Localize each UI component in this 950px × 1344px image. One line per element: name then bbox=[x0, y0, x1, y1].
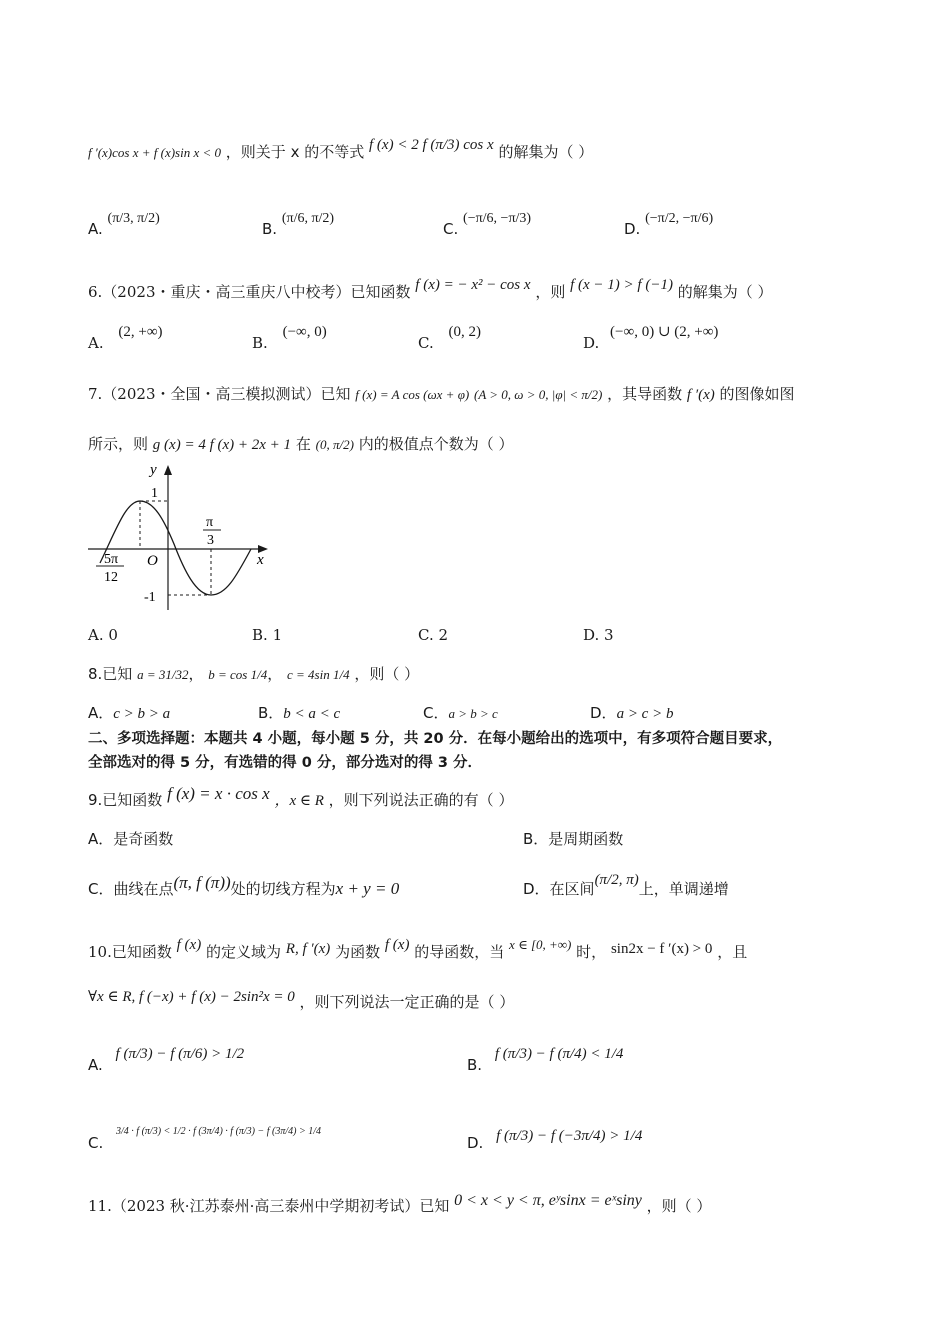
q8-option-d[interactable]: D．a > c > b bbox=[590, 704, 674, 722]
q5-option-b[interactable]: B. (π/6, π/2) bbox=[262, 211, 335, 238]
q8-a: a = 31/32 bbox=[137, 667, 189, 682]
q6-function: f (x) = − x² − cos x bbox=[415, 277, 531, 293]
q6-option-b-expr: (−∞, 0) bbox=[282, 324, 327, 340]
q6-option-c[interactable]: C. (0, 2) bbox=[418, 324, 481, 352]
q5-option-a[interactable]: A. (π/3, π/2) bbox=[88, 211, 160, 238]
q7-tail2: 的图像如图 bbox=[719, 385, 795, 403]
q8-option-c[interactable]: C．a > b > c bbox=[423, 704, 498, 722]
q7-option-a[interactable]: A. 0 bbox=[88, 626, 118, 644]
q7-line2-a: 所示，则 bbox=[88, 435, 149, 453]
q6-option-a[interactable]: A. (2, +∞) bbox=[88, 324, 163, 352]
q11-line bbox=[88, 1192, 712, 1217]
q11-tail: ，则（ ） bbox=[646, 1197, 712, 1215]
q8-c: c = 4sin 1/4 bbox=[287, 667, 350, 682]
q10-option-d[interactable]: D. f (π/3) − f (−3π/4) > 1/4 bbox=[467, 1128, 643, 1152]
q10-option-a[interactable]: A. f (π/3) − f (π/6) > 1/2 bbox=[88, 1046, 245, 1074]
q10-line-2 bbox=[88, 989, 515, 1013]
section2-heading-line1: 二、多项选择题：本题共 4 小题，每小题 5 分，共 20 分．在每小题给出的选项中，有多项符合题目要求， bbox=[88, 731, 783, 747]
q7-interval: (0, π/2) bbox=[315, 437, 354, 452]
q8-stem: 8.已知 bbox=[88, 665, 133, 683]
q9-tail: ，则下列说法正确的有（ ） bbox=[328, 791, 514, 809]
q7-g-function: g (x) = 4 f (x) + 2x + 1 bbox=[152, 437, 292, 453]
q6-inequality: f (x − 1) > f (−1) bbox=[570, 277, 673, 293]
q6-option-c-expr: (0, 2) bbox=[448, 324, 481, 340]
section2-heading-line2: 全部选对的得 5 分，有选错的得 0 分，部分选对的得 3 分． bbox=[88, 755, 483, 771]
q7-stem: 7.（2023・全国・高三模拟测试）已知 bbox=[88, 385, 351, 403]
q5-line bbox=[88, 137, 594, 163]
q8-option-b[interactable]: B．b < a < c bbox=[258, 704, 341, 722]
x-label: x bbox=[257, 552, 264, 568]
neg-5pi12-denominator: 12 bbox=[104, 570, 118, 585]
q10-option-c[interactable]: C. $^{3/4 \cdot f (\pi/3) < 1/2 \cdot f (3\pi/4) \cdot f (\pi/3) - f (3\pi/4) > 1/4}$ bbox=[88, 1126, 322, 1152]
q6-option-b[interactable]: B. (−∞, 0) bbox=[252, 324, 327, 352]
q7-line2-b: 内的极值点个数为（ ） bbox=[358, 435, 514, 453]
q5-option-c-expr: (−π/6, −π/3) bbox=[463, 211, 532, 226]
q6-option-d[interactable]: D. (−∞, 0) ∪ (2, +∞) bbox=[583, 324, 719, 352]
q5-tail-text: 的解集为（ ） bbox=[498, 143, 594, 161]
q9-option-b[interactable]: B．是周期函数 bbox=[523, 830, 624, 848]
q10-line2-tail: ，则下列说法一定正确的是（ ） bbox=[299, 993, 515, 1011]
q9-line bbox=[88, 784, 514, 811]
q5-option-d[interactable]: D. (−π/2, −π/6) bbox=[624, 211, 714, 238]
q5-option-d-expr: (−π/2, −π/6) bbox=[645, 211, 714, 226]
q7-derivative: f ′(x) bbox=[686, 387, 715, 403]
q7-line-1 bbox=[88, 384, 795, 405]
y-label: y bbox=[150, 462, 157, 478]
sine-curve bbox=[100, 501, 251, 595]
pi3-denominator: 3 bbox=[207, 533, 214, 548]
q10-stem: 10.已知函数 bbox=[88, 943, 172, 961]
q11-condition: 0 < x < y < π, eʸsinx = eˣsiny bbox=[454, 1192, 642, 1209]
max-value-label: 1 bbox=[151, 486, 158, 501]
q6-mid: ，则 bbox=[535, 283, 566, 301]
q10-line-1: 10.已知函数 f (x) 的定义域为 R, f ′(x) 为函数 f (x) 的导函数，当 x ∈ [0, +∞) 时， sin2x − f ′(x) > 0 ，且 bbox=[88, 937, 748, 961]
neg-5pi12-numerator: 5π bbox=[104, 552, 119, 567]
q7-function: f (x) = A cos (ωx + φ) bbox=[355, 387, 470, 402]
origin-label: O bbox=[147, 553, 158, 569]
q9-stem: 9.已知函数 bbox=[88, 791, 163, 809]
y-axis-arrow bbox=[164, 465, 172, 475]
q10-option-b[interactable]: B. f (π/3) − f (π/4) < 1/4 bbox=[467, 1046, 624, 1074]
q5-mid-text: ，则关于 x 的不等式 bbox=[225, 143, 365, 161]
q7-condition: (A > 0, ω > 0, |φ| < π/2) bbox=[474, 387, 603, 402]
q5-option-a-expr: (π/3, π/2) bbox=[107, 211, 160, 226]
q5-condition: f ′(x)cos x + f (x)sin x < 0 bbox=[88, 145, 222, 160]
q7-option-b[interactable]: B. 1 bbox=[252, 626, 283, 644]
pi3-numerator: π bbox=[206, 515, 214, 530]
q10-identity: ∀x ∈ R, f (−x) + f (x) − 2sin²x = 0 bbox=[88, 989, 295, 1005]
q8-tail: ，则（ ） bbox=[354, 665, 420, 683]
q6-tail: 的解集为（ ） bbox=[677, 283, 773, 301]
q8-b: b = cos 1/4 bbox=[208, 667, 268, 682]
q6-option-a-expr: (2, +∞) bbox=[118, 324, 163, 340]
q5-inequality: f (x) < 2 f (π/3) cos x bbox=[369, 137, 494, 153]
q6-option-d-expr: (−∞, 0) ∪ (2, +∞) bbox=[610, 324, 719, 340]
q6-stem: 6.（2023・重庆・高三重庆八中校考）已知函数 bbox=[88, 283, 411, 301]
q9-option-a[interactable]: A．是奇函数 bbox=[88, 830, 174, 848]
q9-function: f (x) = x · cos x bbox=[167, 784, 270, 803]
q8-option-a[interactable]: A．c > b > a bbox=[88, 704, 171, 722]
derivative-graph bbox=[86, 462, 276, 612]
q9-domain: ，x ∈ R bbox=[274, 793, 324, 809]
q7-tail: ，其导函数 bbox=[607, 385, 683, 403]
q9-option-d[interactable]: D．在区间(π/2, π)上，单调递增 bbox=[523, 872, 729, 898]
q11-stem: 11.（2023 秋·江苏泰州·高三泰州中学期初考试）已知 bbox=[88, 1197, 450, 1215]
q6-line bbox=[88, 277, 773, 303]
q7-option-d[interactable]: D. 3 bbox=[583, 626, 614, 644]
q7-option-c[interactable]: C. 2 bbox=[418, 626, 449, 644]
q5-option-c[interactable]: C. (−π/6, −π/3) bbox=[443, 211, 532, 238]
min-value-label: -1 bbox=[144, 590, 156, 605]
q7-line-2 bbox=[88, 434, 513, 455]
q7-in: 在 bbox=[295, 435, 311, 453]
q9-option-c[interactable]: C．曲线在点(π, f (π))处的切线方程为x + y = 0 bbox=[88, 873, 400, 898]
q8-line: 8.已知 a = 31/32， b = cos 1/4， c = 4sin 1/4 ，则（ ） bbox=[88, 665, 420, 683]
q5-option-b-expr: (π/6, π/2) bbox=[281, 211, 335, 226]
